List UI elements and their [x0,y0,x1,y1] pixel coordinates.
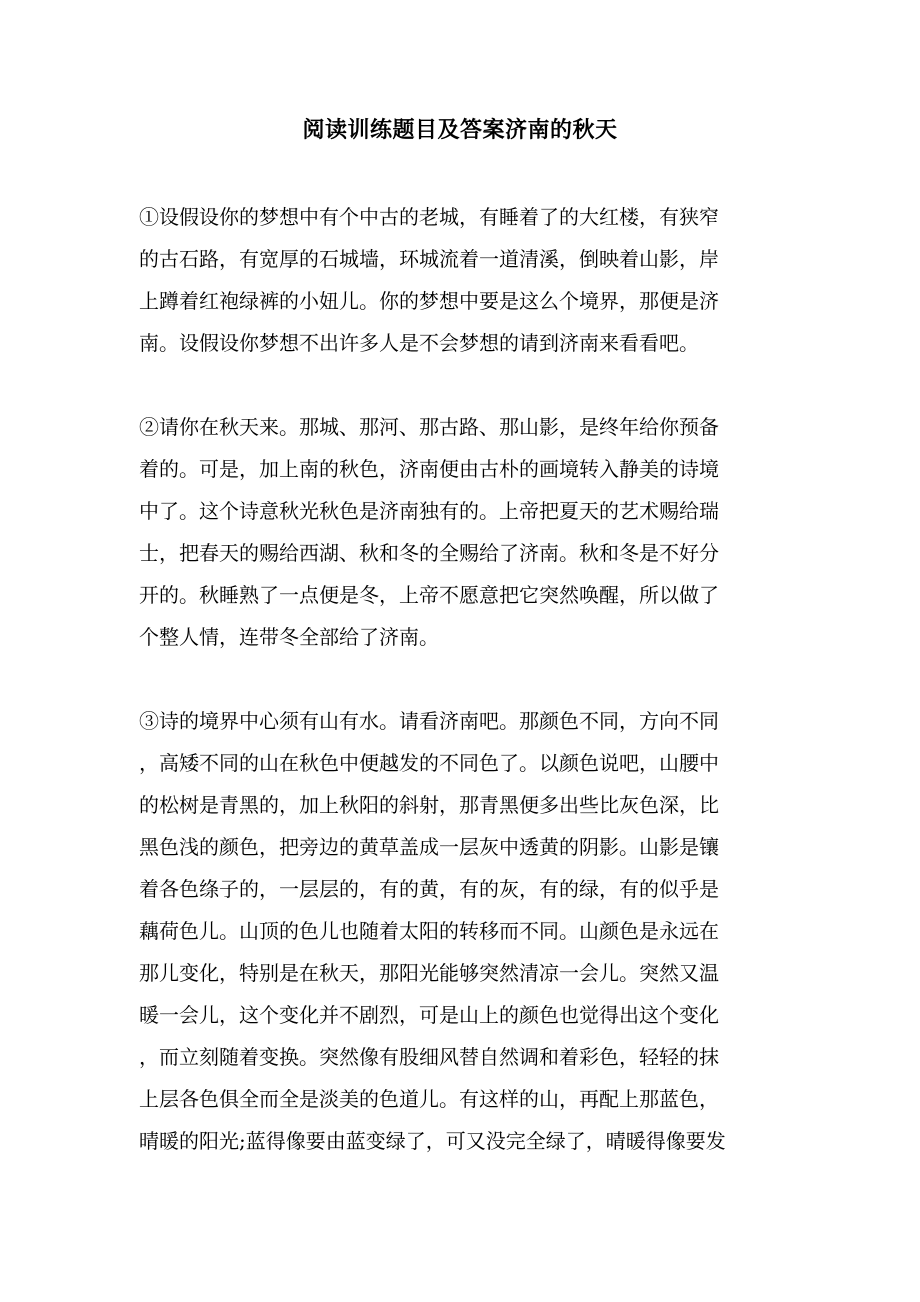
text-line: 士，把春天的赐给西湖、秋和冬的全赐给了济南。秋和冬是不好分 [139,541,719,565]
text-line: 那儿变化，特别是在秋天，那阳光能够突然清凉一会儿。突然又温 [139,961,719,985]
text-line: ③诗的境界中心须有山有水。请看济南吧。那颜色不同，方向不同 [139,709,719,733]
text-line: 的古石路，有宽厚的石城墙，环城流着一道清溪，倒映着山影，岸 [139,247,719,271]
text-line: ①设假设你的梦想中有个中古的老城，有睡着了的大红楼，有狭窄 [139,205,719,229]
text-line: 暖一会儿，这个变化并不剧烈，可是山上的颜色也觉得出这个变化 [139,1003,719,1027]
text-line: ，高矮不同的山在秋色中便越发的不同色了。以颜色说吧，山腰中 [139,751,719,775]
text-line: 着各色绦子的，一层层的，有的黄，有的灰，有的绿，有的似乎是 [139,877,719,901]
paragraph-3 [139,700,783,1162]
paragraph-1 [139,196,783,364]
text-line: 上蹲着红袍绿裤的小妞儿。你的梦想中要是这么个境界，那便是济 [139,289,719,313]
text-line: 上层各色俱全而全是淡美的色道儿。有这样的山，再配上那蓝色， [139,1087,719,1111]
text-line: 的松树是青黑的，加上秋阳的斜射，那青黑便多出些比灰色深，比 [139,793,719,817]
text-line: 个整人情，连带冬全部给了济南。 [139,625,439,649]
text-line: 着的。可是，加上南的秋色，济南便由古朴的画境转入静美的诗境 [139,457,719,481]
text-line: 南。设假设你梦想不出许多人是不会梦想的请到济南来看看吧。 [139,331,699,355]
text-line: ②请你在秋天来。那城、那河、那古路、那山影，是终年给你预备 [139,415,719,439]
text-line: 开的。秋睡熟了一点便是冬，上帝不愿意把它突然唤醒，所以做了 [139,583,719,607]
paragraph-2 [139,406,783,658]
text-line: 晴暖的阳光;蓝得像要由蓝变绿了，可又没完全绿了，晴暖得像要发 [139,1129,726,1153]
document-title: 阅读训练题目及答案济南的秋天 [302,117,618,143]
text-line: 藕荷色儿。山顶的色儿也随着太阳的转移而不同。山颜色是永远在 [139,919,719,943]
text-line: ，而立刻随着变换。突然像有股细风替自然调和着彩色，轻轻的抹 [139,1045,719,1069]
text-line: 黑色浅的颜色，把旁边的黄草盖成一层灰中透黄的阴影。山影是镶 [139,835,719,859]
text-line: 中了。这个诗意秋光秋色是济南独有的。上帝把夏天的艺术赐给瑞 [139,499,719,523]
